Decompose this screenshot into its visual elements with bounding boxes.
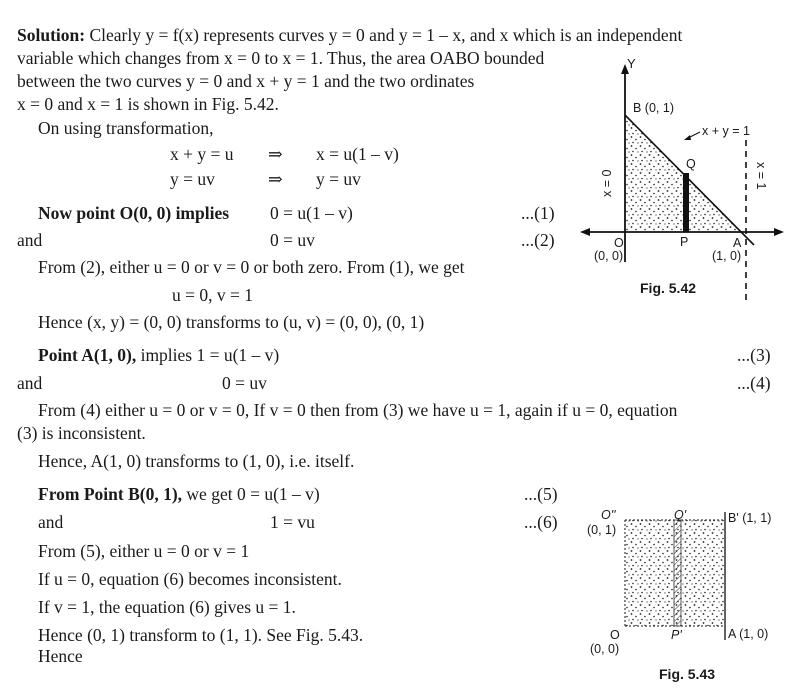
fig542-line-label: x + y = 1 xyxy=(702,124,750,138)
pointB-get: we get 0 = u(1 – v) xyxy=(182,484,320,504)
pointA-eq4: 0 = uv xyxy=(222,373,267,393)
pointA-tag4: ...(4) xyxy=(737,373,771,393)
fig542-origin-coords: (0, 0) xyxy=(594,249,624,263)
fig542-origin: O xyxy=(614,236,624,250)
fig543-top-mid: Q' xyxy=(674,508,687,522)
pointB-heading: From Point B(0, 1), xyxy=(38,484,183,504)
fig542-x1-label: x = 1 xyxy=(754,162,768,190)
strip-p-q xyxy=(674,520,681,626)
pointA-implies: implies 1 = u(1 – v) xyxy=(136,345,280,365)
fig542-a-coords: (1, 0) xyxy=(712,249,742,263)
transform-eq1-left: x + y = u xyxy=(170,144,234,164)
pointO-and: and xyxy=(17,230,43,250)
pointO-hence: Hence (x, y) = (0, 0) transforms to (u, v) = (0, 0), (0, 1) xyxy=(38,312,425,332)
fig542-point-p: P xyxy=(680,235,689,249)
fig543-bottom-right: A (1, 0) xyxy=(728,627,769,641)
fig543-top-right: B' (1, 1) xyxy=(728,511,772,525)
solution-line-2: variable which changes from x = 0 to x = 1. Thus, the area OABO bounded xyxy=(17,48,545,68)
solution-line-4: x = 0 and x = 1 is shown in Fig. 5.42. xyxy=(17,94,279,114)
solution-line-1-text: Clearly y = f(x) represents curves y = 0 and y = 1 – x, and x which is an independent xyxy=(85,25,683,45)
pointO-eq2: 0 = uv xyxy=(270,230,315,250)
pointO-tag2: ...(2) xyxy=(521,230,555,250)
solution-lead: Solution: xyxy=(17,25,86,45)
pointB-tag5: ...(5) xyxy=(524,484,558,504)
transform-eq2-arrow: ⇒ xyxy=(268,169,283,189)
pointO-tag1: ...(1) xyxy=(521,203,555,223)
transform-eq2-left: y = uv xyxy=(170,169,215,189)
pointA-hence: Hence, A(1, 0) transforms to (1, 0), i.e. itself. xyxy=(38,451,355,471)
fig543-bottom-mid: P' xyxy=(671,628,682,642)
fig543-bottom-left-coords: (0, 0) xyxy=(590,642,620,656)
pointA-from-line1: From (4) either u = 0 or v = 0, If v = 0 then from (3) we have u = 1, again if u = 0, equation xyxy=(38,400,678,420)
fig543-top-left-coords: (0, 1) xyxy=(587,523,617,537)
fig542-x0-label: x = 0 xyxy=(600,169,614,197)
pointB-if-u: If u = 0, equation (6) becomes inconsistent. xyxy=(38,569,342,589)
fig543-top-left: O'' xyxy=(601,508,616,522)
pointA-from-line2: (3) is inconsistent. xyxy=(17,423,146,443)
fig542-caption: Fig. 5.42 xyxy=(640,280,697,296)
fig542-point-a: A xyxy=(733,236,742,250)
pointA-heading: Point A(1, 0), xyxy=(38,345,137,365)
solution-line-3: between the two curves y = 0 and x + y = 1 and the two ordinates xyxy=(17,71,475,91)
pointB-hence-1: Hence (0, 1) transform to (1, 1). See Fig. 5.43. xyxy=(38,625,364,645)
transformation-intro: On using transformation, xyxy=(38,118,214,138)
fig542-y-label: Y xyxy=(627,56,636,71)
fig543-caption: Fig. 5.43 xyxy=(659,666,716,682)
transform-eq1-arrow: ⇒ xyxy=(268,144,283,164)
pointB-tag6: ...(6) xyxy=(524,512,558,532)
pointB-hence-2: Hence xyxy=(38,646,83,666)
pointO-heading: Now point O(0, 0) implies xyxy=(38,203,230,223)
pointO-result: u = 0, v = 1 xyxy=(172,285,253,305)
pointB-from: From (5), either u = 0 or v = 1 xyxy=(38,541,250,561)
pointO-from: From (2), either u = 0 or v = 0 or both zero. From (1), we get xyxy=(38,257,465,277)
pointB-eq6: 1 = vu xyxy=(270,512,315,532)
fig542-point-b: B (0, 1) xyxy=(633,101,674,115)
transform-eq2-right: y = uv xyxy=(316,169,361,189)
pointB-if-v: If v = 1, the equation (6) gives u = 1. xyxy=(38,597,296,617)
pointA-and: and xyxy=(17,373,43,393)
pointB-and: and xyxy=(38,512,64,532)
pointA-tag3: ...(3) xyxy=(737,345,771,365)
fig543-bottom-left: O xyxy=(610,628,620,642)
fig542-point-q: Q xyxy=(686,157,696,171)
transform-eq1-right: x = u(1 – v) xyxy=(316,144,399,164)
pointO-eq1: 0 = u(1 – v) xyxy=(270,203,353,223)
